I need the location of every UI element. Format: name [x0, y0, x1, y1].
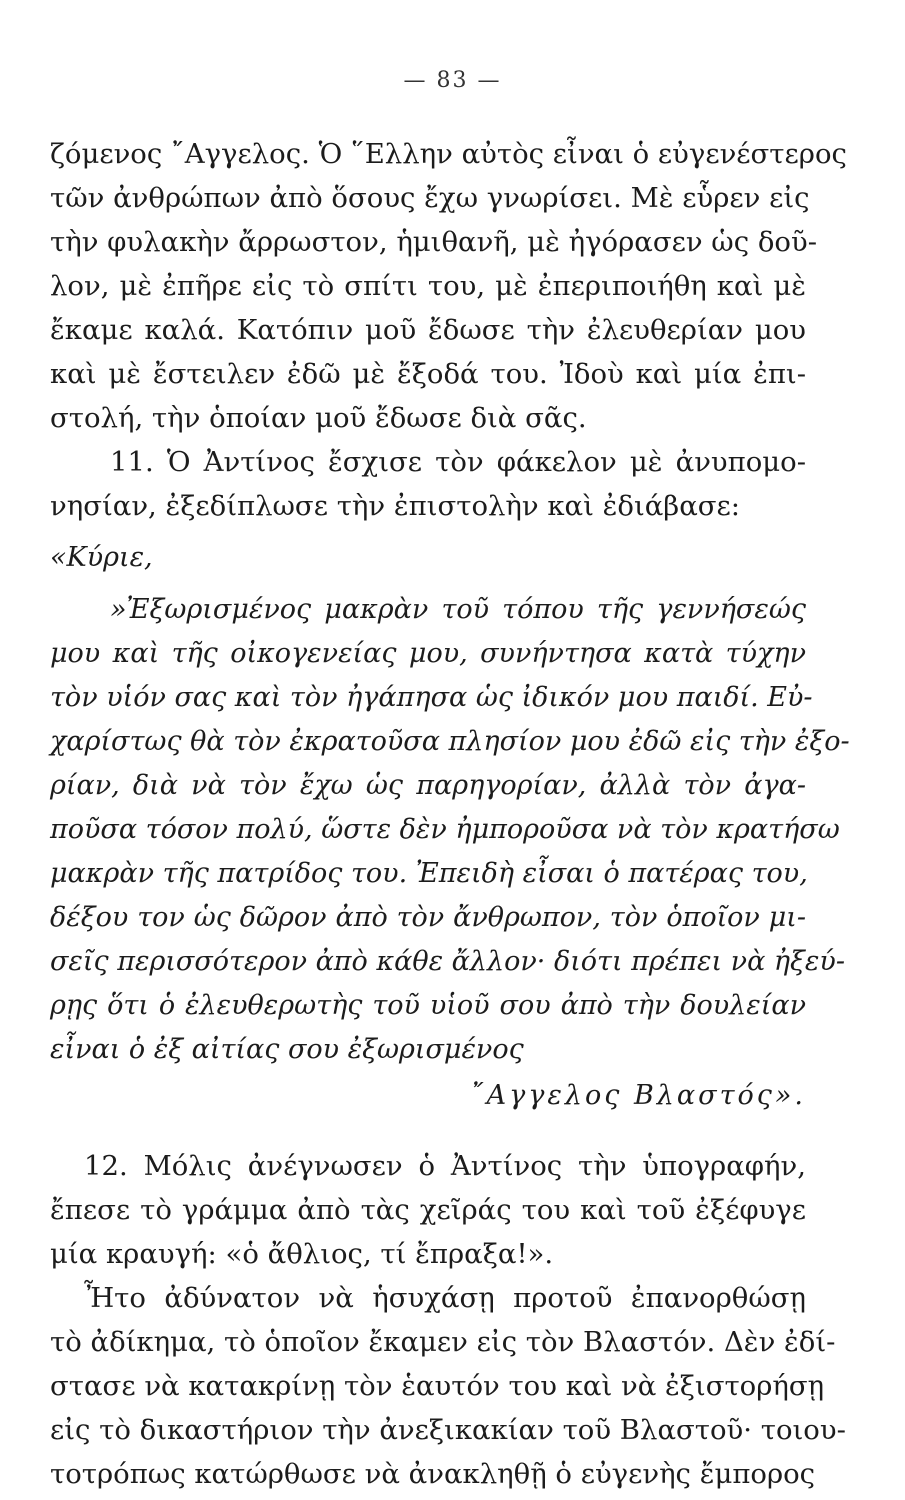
section-12-start: 12. Μόλις ἀνέγνωσεν ὁ Ἀντίνος τὴν ὑπογραφήν,	[84, 1150, 806, 1182]
text-line: τοτρόπως κατώρθωσε νὰ ἀνακληθῇ ὁ εὐγενὴς ἔμπορος	[50, 1458, 816, 1490]
page-number: — 83 —	[403, 68, 502, 93]
letter-line: χαρίστως θὰ τὸν ἐκρατοῦσα πλησίον μου ἐδῶ εἰς τὴν ἐξο-	[50, 726, 850, 757]
section-11-start: 11. Ὁ Ἀντίνος ἔσχισε τὸν φάκελον μὲ ἀνυπομο-	[110, 446, 806, 478]
letter-line: τὸν υἱόν σας καὶ τὸν ἠγάπησα ὡς ἰδικόν μου παιδί. Εὐ-	[50, 682, 813, 713]
letter-line: ρίαν, διὰ νὰ τὸν ἔχω ὡς παρηγορίαν, ἀλλὰ τὸν ἀγα-	[50, 770, 806, 801]
text-line: τὴν φυλακὴν ἄρρωστον, ἡμιθανῆ, μὲ ἠγόρασεν ὡς δοῦ-	[50, 226, 817, 258]
paragraph-start: Ἦτο ἀδύνατον νὰ ἡσυχάσῃ προτοῦ ἐπανορθώσῃ	[84, 1282, 806, 1314]
text-line: ἔπεσε τὸ γράμμα ἀπὸ τὰς χεῖράς του καὶ τοῦ ἐξέφυγε	[50, 1194, 806, 1226]
letter-line: δέξου τον ὡς δῶρον ἀπὸ τὸν ἄνθρωπον, τὸν ὁποῖον μι-	[50, 902, 806, 933]
text-line: στασε νὰ κατακρίνῃ τὸν ἑαυτόν του καὶ νὰ ἐξιστορήσῃ	[50, 1370, 825, 1402]
text-line: καὶ μὲ ἔστειλεν ἐδῶ μὲ ἔξοδά του. Ἰδοὺ καὶ μία ἐπι-	[50, 358, 806, 390]
letter-line: σεῖς περισσότερον ἀπὸ κάθε ἄλλον· διότι πρέπει νὰ ἠξεύ-	[50, 946, 845, 977]
text-line: νησίαν, ἐξεδίπλωσε τὴν ἐπιστολὴν καὶ ἐδιάβασε:	[50, 490, 741, 522]
letter-line: εἶναι ὁ ἐξ αἰτίας σου ἐξωρισμένος	[50, 1034, 524, 1065]
letter-line: »Ἐξωρισμένος μακρὰν τοῦ τόπου τῆς γεννήσεώς	[110, 594, 806, 625]
text-line: μία κραυγή: «ὁ ἄθλιος, τί ἔπραξα!».	[50, 1238, 554, 1270]
text-line: εἰς τὸ δικαστήριον τὴν ἀνεξικακίαν τοῦ Βλαστοῦ· τοιου-	[50, 1414, 846, 1446]
letter-signature: ῎Αγγελος Βλαστός».	[470, 1080, 806, 1111]
letter-line: ποῦσα τόσον πολύ, ὥστε δὲν ἠμποροῦσα νὰ τὸν κρατήσω	[50, 814, 840, 845]
text-line: λον, μὲ ἐπῆρε εἰς τὸ σπίτι του, μὲ ἐπεριποιήθη καὶ μὲ	[50, 270, 806, 302]
letter-salutation: «Κύριε,	[50, 542, 153, 573]
text-line: τὸ ἀδίκημα, τὸ ὁποῖον ἔκαμεν εἰς τὸν Βλαστόν. Δὲν ἐδί-	[50, 1326, 836, 1358]
text-line: ζόμενος ῎Αγγελος. Ὁ ῞Ελλην αὐτὸς εἶναι ὁ εὐγενέστερος	[50, 138, 847, 170]
text-line: ἔκαμε καλά. Κατόπιν μοῦ ἔδωσε τὴν ἐλευθερίαν μου	[50, 314, 806, 346]
letter-line: μακρὰν τῆς πατρίδος του. Ἐπειδὴ εἶσαι ὁ πατέρας του,	[50, 858, 808, 889]
letter-line: μου καὶ τῆς οἰκογενείας μου, συνήντησα κατὰ τύχην	[50, 638, 806, 669]
letter-line: ρῃς ὅτι ὁ ἐλευθερωτὴς τοῦ υἱοῦ σου ἀπὸ τὴν δουλείαν	[50, 990, 806, 1021]
text-line: τῶν ἀνθρώπων ἀπὸ ὅσους ἔχω γνωρίσει. Μὲ εὗρεν εἰς	[50, 182, 810, 214]
text-line: στολή, τὴν ὁποίαν μοῦ ἔδωσε διὰ σᾶς.	[50, 402, 587, 434]
